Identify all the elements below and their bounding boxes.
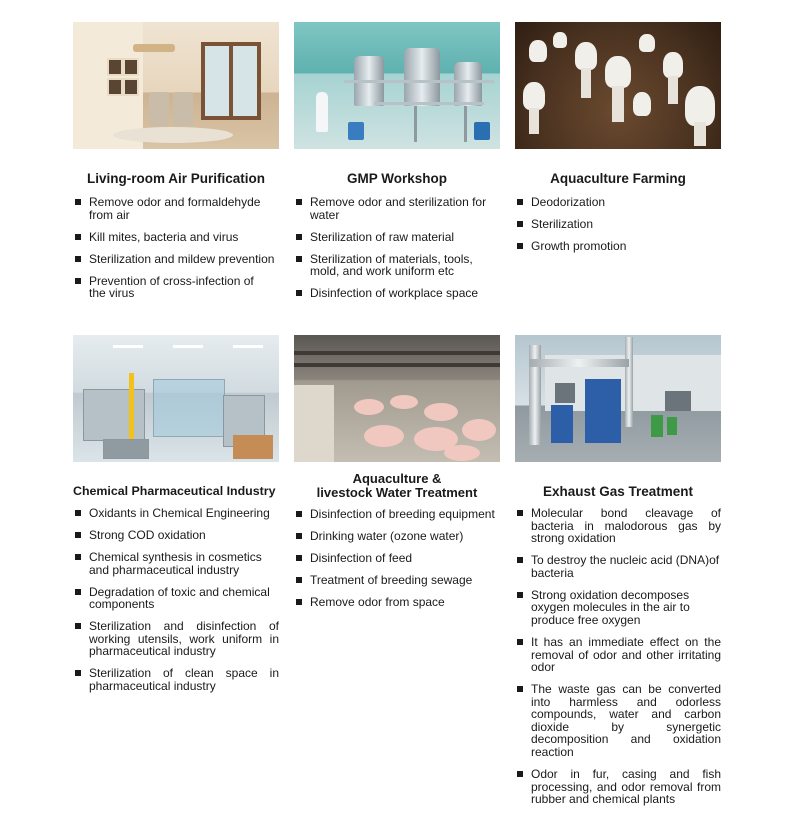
card-title-line2: livestock Water Treatment [316, 485, 478, 500]
list-item: The waste gas can be converted into harmless and odorless compounds, water and carbon dioxide by synergetic decomposition and oxidation reaction [515, 683, 721, 759]
list-item: Strong COD oxidation [73, 529, 279, 542]
list-item: Odor in fur, casing and fish processing, and odor removal from rubber and chemical plants [515, 768, 721, 806]
card-gmp-workshop [294, 22, 500, 309]
list-item: Kill mites, bacteria and virus [73, 231, 279, 244]
feature-list [73, 196, 279, 300]
list-item: Deodorization [515, 196, 721, 209]
list-item: Disinfection of breeding equipment [294, 508, 500, 521]
list-item: Remove odor from space [294, 596, 500, 609]
card-living-room [73, 22, 279, 309]
pharmaceutical-plant-photo [73, 335, 279, 462]
card-title: Living-room Air Purification [86, 171, 265, 186]
card-title-line1: Aquaculture & [352, 471, 442, 486]
list-item: Treatment of breeding sewage [294, 574, 500, 587]
card-title: GMP Workshop [346, 171, 447, 186]
list-item: It has an immediate effect on the removal of odor and other irritating odor [515, 636, 721, 674]
card-aquaculture-farming [515, 22, 721, 262]
living-room-photo [73, 22, 279, 149]
feature-list [294, 508, 500, 609]
list-item: Sterilization of raw material [294, 231, 500, 244]
feature-list [73, 507, 279, 692]
card-title: Chemical Pharmaceutical Industry [73, 484, 276, 498]
list-item: To destroy the nucleic acid (DNA)of bacteria [515, 554, 721, 579]
list-item: Disinfection of workplace space [294, 287, 500, 300]
list-item: Sterilization and disinfection of working utensils, work uniform in pharmaceutical industry [73, 620, 279, 658]
list-item: Degradation of toxic and chemical components [73, 586, 279, 611]
list-item: Disinfection of feed [294, 552, 500, 565]
list-item: Remove odor and formaldehyde from air [73, 196, 269, 221]
pig-farm-photo [294, 335, 500, 462]
list-item: Chemical synthesis in cosmetics and pharmaceutical industry [73, 551, 279, 576]
list-item: Sterilization [515, 218, 721, 231]
list-item: Molecular bond cleavage of bacteria in malodorous gas by strong oxidation [515, 507, 721, 545]
list-item: Sterilization of materials, tools, mold, and work uniform etc [294, 253, 490, 278]
card-exhaust-gas [515, 335, 721, 815]
card-livestock-water [294, 335, 500, 618]
feature-list [515, 196, 721, 253]
card-title: Aquaculture Farming [550, 171, 686, 186]
list-item: Prevention of cross-infection of the virus [73, 275, 269, 300]
exhaust-plant-photo [515, 335, 721, 462]
gmp-workshop-photo [294, 22, 500, 149]
list-item: Strong oxidation decomposes oxygen molecules in the air to produce free oxygen [515, 589, 721, 627]
feature-list [294, 196, 500, 300]
mushroom-farming-photo [515, 22, 721, 149]
card-title: Exhaust Gas Treatment [542, 484, 694, 499]
list-item: Oxidants in Chemical Engineering [73, 507, 279, 520]
list-item: Remove odor and sterilization for water [294, 196, 490, 221]
list-item: Sterilization of clean space in pharmaceutical industry [73, 667, 279, 692]
list-item: Growth promotion [515, 240, 721, 253]
list-item: Drinking water (ozone water) [294, 530, 500, 543]
list-item: Sterilization and mildew prevention [73, 253, 279, 266]
card-chemical-pharmaceutical [73, 335, 279, 702]
feature-list [515, 507, 721, 806]
